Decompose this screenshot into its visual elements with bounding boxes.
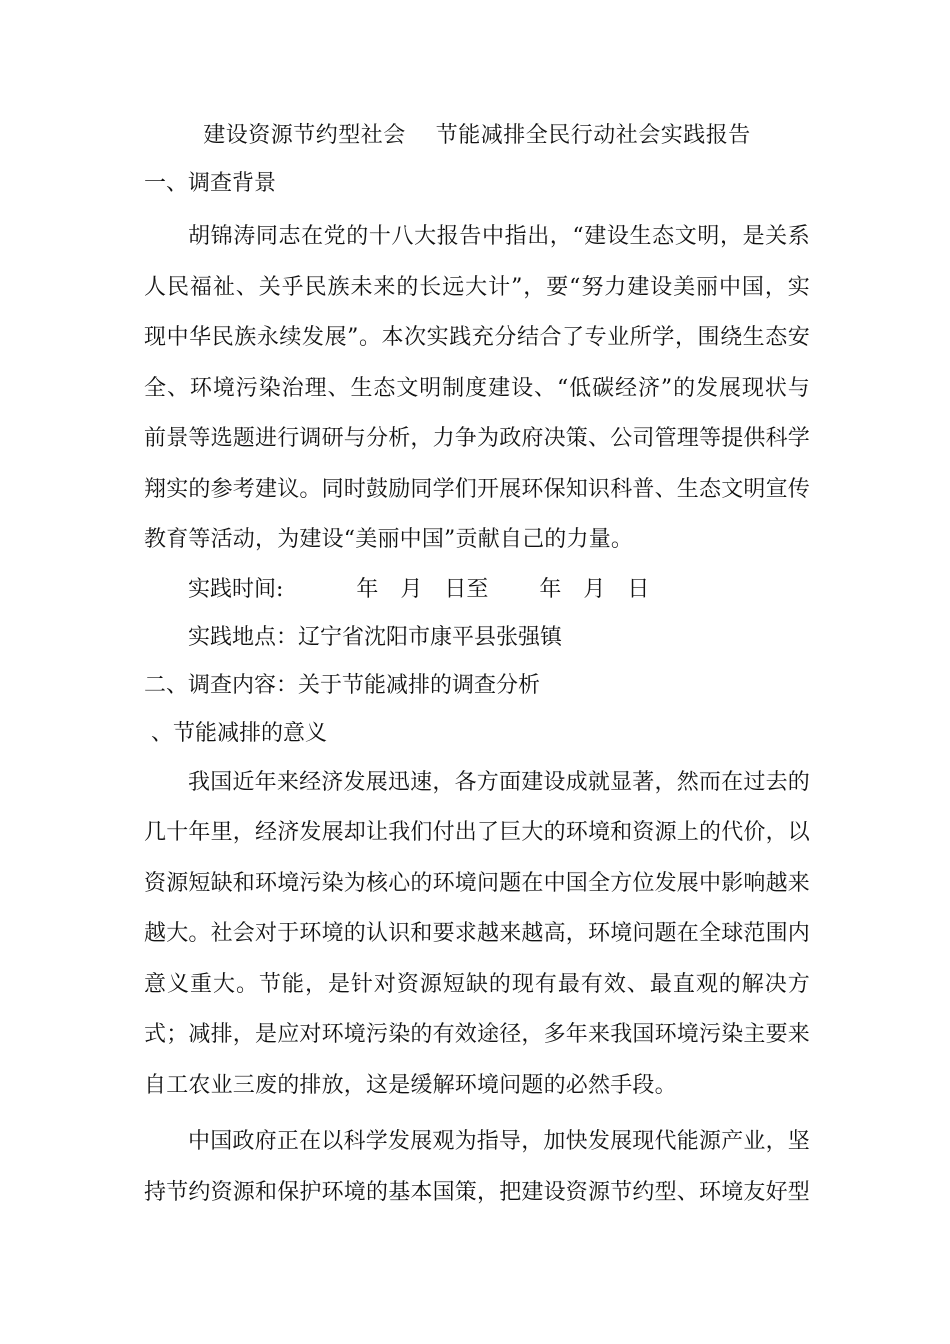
practice-place: 实践地点：辽宁省沈阳市康平县张强镇 (188, 624, 563, 650)
document-title: 建设资源节约型社会 节能减排全民行动社会实践报告 (203, 123, 751, 148)
significance-paragraph: 我国近年来经济发展迅速，各方面建设成就显著，然而在过去的几十年里，经济发展却让我们付出了巨大的环境和资源上的代价，以资源短缺和环境污染为核心的环境问题在中国全方位发展中影响越来越大。社会对于环境的认识和要求越来越高，环境问题在全球范围内意义重大。节能，是针对资源短缺的现有最有效、最直观的解决方式；减排，是应对环境污染的有效途径，多年来我国环境污染主要来自工农业三废的排放，这是缓解环境问题的必然手段。 (144, 769, 811, 1098)
background-paragraph: 胡锦涛同志在党的十八大报告中指出，“建设生态文明，是关系人民福祉、关乎民族未来的长远大计”，要“努力建设美丽中国，实现中华民族永续发展”。本次实践充分结合了专业所学，围绕生态安全、环境污染治理、生态文明制度建设、“低碳经济”的发展现状与前景等选题进行调研与分析，力争为政府决策、公司管理等提供科学翔实的参考建议。同时鼓励同学们开展环保知识科普、生态文明宣传教育等活动，为建设“美丽中国”贡献自己的力量。 (144, 224, 811, 552)
section-heading-content: 二、调查内容：关于节能减排的调查分析 (144, 672, 541, 698)
document-body (144, 112, 810, 1218)
subsection-heading-significance: 、节能减排的意义 (144, 720, 327, 746)
practice-time: 实践时间: 年 月 日至 年 月 日 (188, 576, 650, 602)
section-heading-background: 一、调查背景 (144, 171, 277, 196)
policy-paragraph: 中国政府正在以科学发展观为指导，加快发展现代能源产业，坚持节约资源和保护环境的基本国策，把建设资源节约型、环境友好型 (144, 1129, 811, 1205)
